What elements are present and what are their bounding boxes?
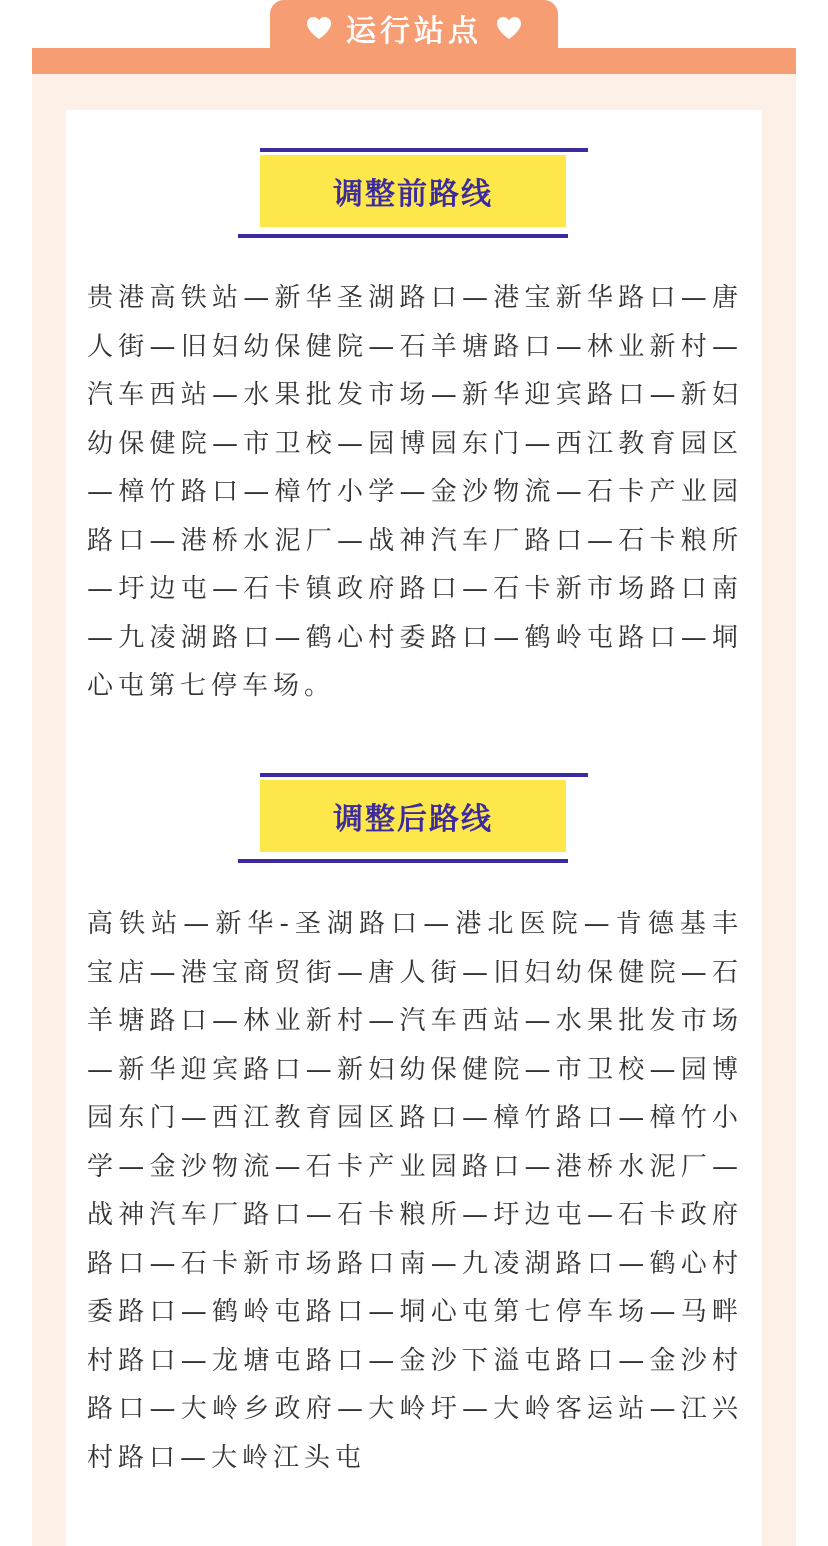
title-stripe xyxy=(260,773,588,777)
title-highlight xyxy=(260,780,566,852)
section-heading: 调整前路线 xyxy=(333,177,493,212)
section-title-before xyxy=(238,148,568,238)
title-stripe xyxy=(260,148,588,152)
header-title: 运行站点 xyxy=(346,14,482,49)
route-before-text: 贵港高铁站—新华圣湖路口—港宝新华路口—唐人街—旧妇幼保健院—石羊塘路口—林业新村—汽车西站—水果批发市场—新华迎宾路口—新妇幼保健院—市卫校—园博园东门—西江教育园区—樟竹路口—樟竹小学—金沙物流—石卡产业园路口—港桥水泥厂—战神汽车厂路口—石卡粮所—圩边屯—石卡镇政府路口—石卡新市场路口南—九凌湖路口—鹤心村委路口—鹤岭屯路口—垌心屯第七停车场。 xyxy=(87,283,743,701)
section-heading: 调整后路线 xyxy=(333,802,493,837)
section-title-after xyxy=(238,773,568,863)
title-stripe xyxy=(238,859,568,863)
title-stripe xyxy=(238,234,568,238)
title-highlight xyxy=(260,155,566,227)
heart-icon xyxy=(306,16,332,40)
header-tab xyxy=(270,0,558,56)
route-after-text: 高铁站—新华-圣湖路口—港北医院—肯德基丰宝店—港宝商贸街—唐人街—旧妇幼保健院—石羊塘路口—林业新村—汽车西站—水果批发市场—新华迎宾路口—新妇幼保健院—市卫校—园博园东门—西江教育园区路口—樟竹路口—樟竹小学—金沙物流—石卡产业园路口—港桥水泥厂—战神汽车厂路口—石卡粮所—圩边屯—石卡政府路口—石卡新市场路口南—九凌湖路口—鹤心村委路口—鹤岭屯路口—垌心屯第七停车场—马畔村路口—龙塘屯路口—金沙下溢屯路口—金沙村路口—大岭乡政府—大岭圩—大岭客运站—江兴村路口—大岭江头屯 xyxy=(87,909,743,1473)
heart-icon xyxy=(496,16,522,40)
